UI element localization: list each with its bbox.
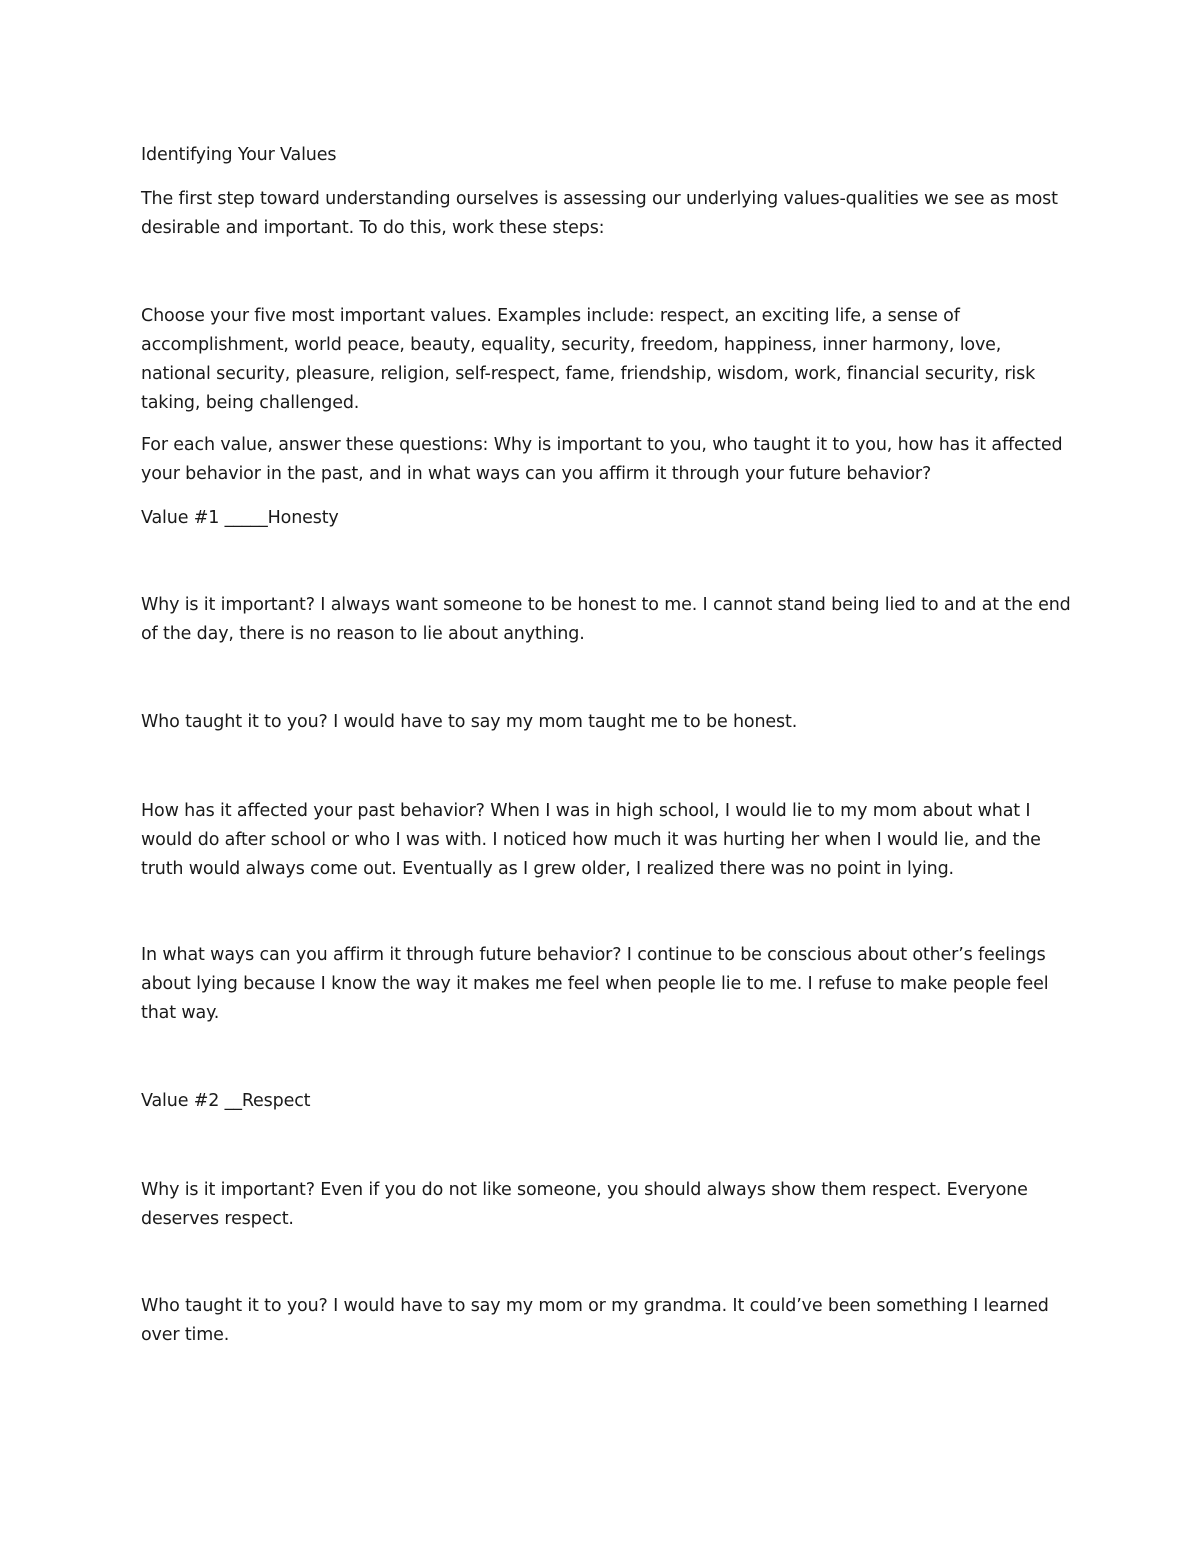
value-1-who: Who taught it to you? I would have to say my mom taught me to be honest. — [141, 712, 798, 732]
value-2-label: Value #2 __Respect — [141, 1091, 311, 1111]
value-1-label: Value #1 _____Honesty — [141, 508, 339, 528]
document-title: Identifying Your Values — [141, 145, 337, 165]
intro-paragraph: The first step toward understanding ourselves is assessing our underlying values-qualities we see as most desirable and important. To do this, work these steps: — [141, 189, 1058, 238]
value-2-who: Who taught it to you? I would have to say my mom or my grandma. It could’ve been something I learned over time. — [141, 1296, 1049, 1345]
step-two-paragraph: For each value, answer these questions: Why is important to you, who taught it to you, how has it affected your behavior in the past, and in what ways can you affirm it through your future behavior? — [141, 435, 1063, 484]
value-1-future: In what ways can you affirm it through future behavior? I continue to be conscious about other’s feelings about lying because I know the way it makes me feel when people lie to me. I refuse to make people feel that way. — [141, 945, 1049, 1023]
value-2-why: Why is it important? Even if you do not like someone, you should always show them respect. Everyone deserves respect. — [141, 1180, 1028, 1229]
value-1-why: Why is it important? I always want someone to be honest to me. I cannot stand being lied to and at the end of the day, there is no reason to lie about anything. — [141, 595, 1071, 644]
value-1-past: How has it affected your past behavior? When I was in high school, I would lie to my mom about what I would do after school or who I was with. I noticed how much it was hurting her when I would lie, and the truth would always come out. Eventually as I grew older, I realized there was no point in lying. — [141, 801, 1041, 879]
step-one-paragraph: Choose your five most important values. Examples include: respect, an exciting life, a sense of accomplishment, world peace, beauty, equality, security, freedom, happiness, inner harmony, love, national security, pleasure, religion, self-respect, fame, friendship, wisdom, work, financial security, risk taking, being challenged. — [141, 306, 1036, 413]
